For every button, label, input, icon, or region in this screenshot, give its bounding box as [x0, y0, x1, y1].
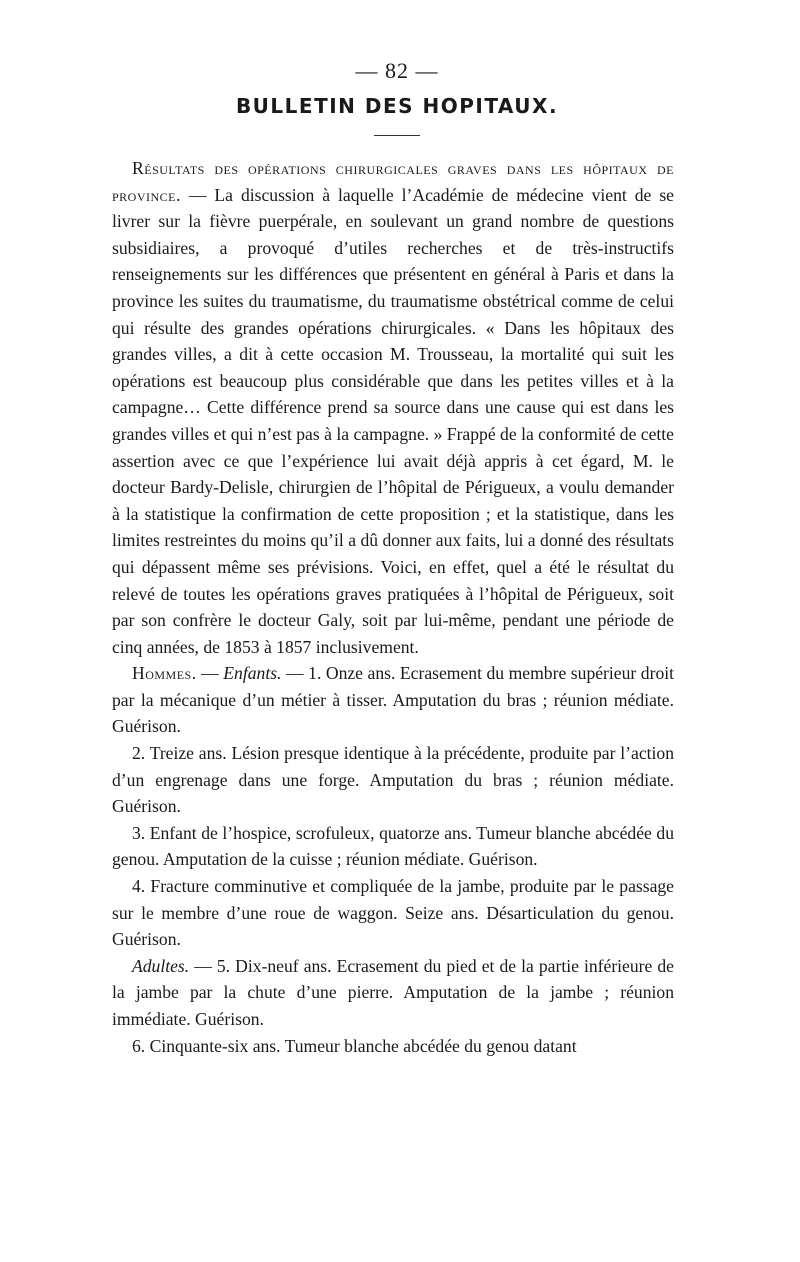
case-paragraph-3: [112, 820, 674, 873]
dash-2: —: [281, 663, 309, 684]
case-paragraph-1: [112, 660, 674, 740]
case-paragraph-4: [112, 873, 674, 953]
case-3: 3. Enfant de l’hospice, scrofuleux, quatorze ans. Tumeur blanche abcédée du genou. Amputation de la cuisse ; réunion médiate. Guérison.: [112, 822, 674, 870]
case-4: 4. Fracture comminutive et compliquée de la jambe, produite par le passage sur le membre d’une roue de waggon. Seize ans. Désarticulation du genou. Guérison.: [112, 876, 674, 950]
subgroup-adults: Adultes.: [132, 955, 190, 976]
intro-text: — La discussion à laquelle l’Académie de médecine vient de se livrer sur la fièvre puerpérale, en soulevant un grand nombre de questions subsidiaires, a provoqué d’utiles recherches et de très-instructifs renseignements sur les différences que présentent en général à Paris et dans la province les suites du traumatisme, du traumatisme obstétrical comme de celui qui résulte des grandes opérations chirurgicales. « Dans les hôpitaux des grandes villes, a dit à cette occasion M. Trousseau, la mortalité qui suit les opérations est beaucoup plus considérable que dans les petites villes et à la campagne… Cette différence prend sa source dans une cause qui est dans les grandes villes et qui n’est pas à la campagne. » Frappé de la conformité de cette assertion avec ce que l’expérience lui avait déjà appris à cet égard, M. le docteur Bardy-Delisle, chirurgien de l’hôpital de Périgueux, a voulu demander à la statistique la confirmation de cette proposition ; et la statistique, dans les limites restreintes du moins qu’il a dû donner aux faits, lui a donné des résultats qui dépassent même ses prévisions. Voici, en effet, quel a été le résultat du relevé de toutes les opérations graves pratiquées à l’hôpital de Périgueux, soit par son confrère le docteur Galy, soit par lui-même, pendant une période de cinq années, de 1853 à 1857 inclusivement.: [112, 184, 674, 657]
group-label-men: Hommes.: [132, 663, 197, 684]
subgroup-children: Enfants.: [223, 663, 282, 684]
article-body: [112, 155, 674, 1059]
case-1: 1. Onze ans. Ecrasement du membre supérieur droit par la mécanique d’un métier à tisser. Amputation du bras ; réunion médiate. Guérison.: [112, 663, 675, 737]
dash-3: —: [189, 955, 217, 976]
case-paragraph-2: [112, 740, 674, 820]
case-paragraph-5: [112, 953, 674, 1033]
article-title: Résultats des opérations chirurgicales graves dans les hôpitaux de province.: [112, 158, 674, 205]
case-5: 5. Dix-neuf ans. Ecrasement du pied et de la partie inférieure de la jambe par la chute d’une pierre. Amputation de la jambe ; réunion immédiate. Guérison.: [112, 955, 674, 1029]
case-2: 2. Treize ans. Lésion presque identique à la précédente, produite par l’action d’un engrenage dans une forge. Amputation du bras ; réunion médiate. Guérison.: [112, 743, 674, 817]
dash-1: —: [196, 663, 224, 684]
page-number: — 82 —: [355, 58, 439, 83]
case-paragraph-6: [112, 1033, 674, 1060]
book-page: [112, 56, 674, 1059]
running-head: BULLETIN DES HOPITAUX.: [235, 94, 559, 118]
case-6: 6. Cinquante-six ans. Tumeur blanche abcédée du genou datant: [132, 1035, 577, 1056]
title-rule: [374, 135, 420, 136]
intro-paragraph: [112, 155, 674, 660]
